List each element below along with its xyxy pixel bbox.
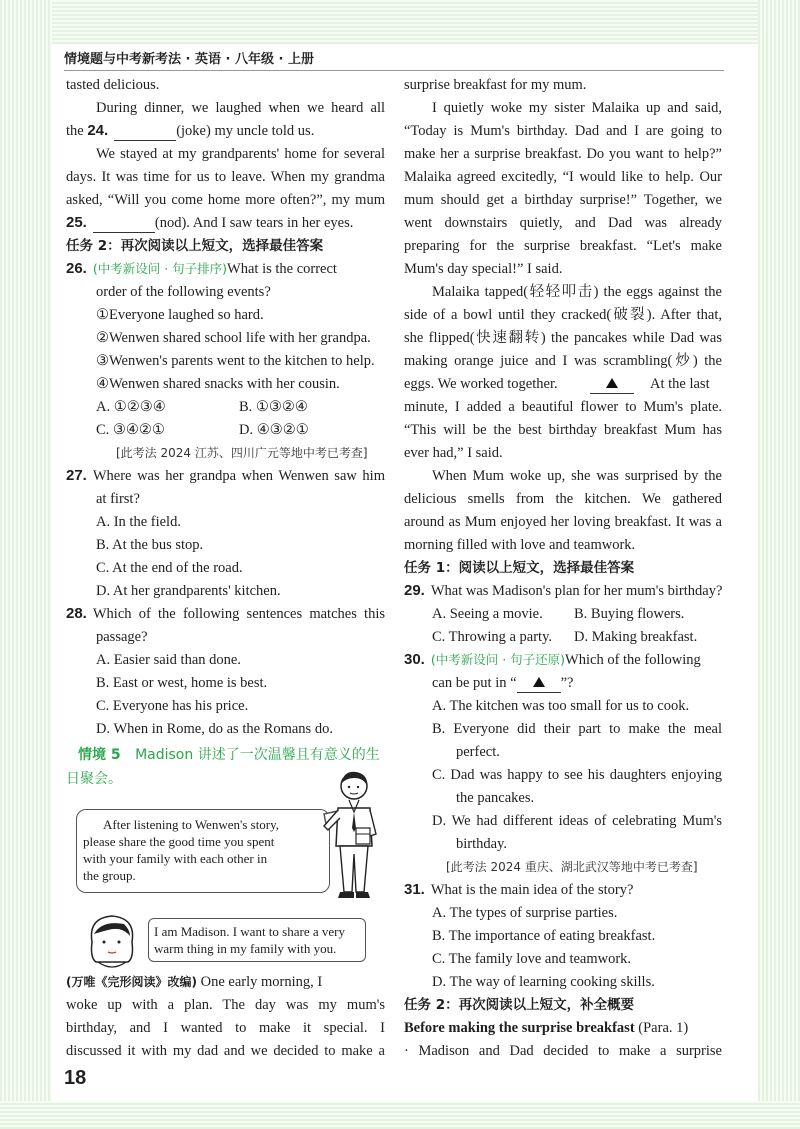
decorative-band-left (0, 0, 52, 1129)
passage-line: Mum's day special!” I said. (404, 261, 563, 277)
passage-line: Malaika agreed excitedly, “I would like to help. Our (404, 169, 722, 185)
speech-bubble-teacher: After listening to Wenwen's story, please share the good time you spent with your family with each other in the group. (76, 809, 330, 893)
exam-note: [此考法 2024 江苏、四川广元等地中考已考查] (116, 446, 368, 460)
passage-line: (万唯《完形阅读》改编) One early morning, I (66, 974, 323, 990)
question-type-tag: (中考新设问 · 句子还原) (430, 652, 566, 667)
question-25: 25. (nod). And I saw tears in her eyes. (66, 214, 354, 231)
option-d[interactable]: D. We had different ideas of celebrating Mum's (432, 813, 722, 829)
question-text: at first? (96, 491, 140, 507)
speech-bubble-madison: I am Madison. I want to share a very warm thing in my family with you. (148, 918, 366, 962)
option-a[interactable]: A. The kitchen was too small for us to cook. (432, 698, 690, 714)
event-item: ①Everyone laughed so hard. (96, 307, 264, 323)
question-27: 27. Where was her grandpa when Wenwen saw him (66, 467, 385, 484)
passage-line: making orange juice and I was scrambling(炒) the (404, 353, 722, 369)
passage-line: she flipped(快速翻转) the pancakes while Dad was (404, 330, 722, 346)
decorative-band-top (0, 0, 800, 44)
option-d[interactable]: D. ④③②① (239, 422, 309, 438)
question-type-tag: (中考新设问 · 句子排序) (92, 261, 228, 276)
question-24: the 24. (joke) my uncle told us. (66, 122, 315, 139)
text-line: days. It was time for us to leave. When my grandma (66, 169, 385, 185)
option-b[interactable]: B. Everyone did their part to make the meal (432, 721, 722, 737)
running-header: 情境题与中考新考法 · 英语 · 八年级 · 上册 (64, 52, 314, 67)
event-item: ②Wenwen shared school life with her grandpa. (96, 330, 371, 346)
passage-line: minute, I added a beautiful flower to Mum's plate. (404, 399, 722, 415)
passage-line: eggs. We worked together. (404, 376, 558, 392)
passage-line: At the last (650, 376, 710, 392)
option-a[interactable]: A. Easier said than done. (96, 652, 241, 668)
madison-avatar-icon (84, 912, 140, 972)
option-c[interactable]: C. Throwing a party. (432, 629, 553, 645)
question-26: 26. (中考新设问 · 句子排序)What is the correct (66, 260, 337, 277)
question-30: 30. (中考新设问 · 句子还原)Which of the following (404, 651, 701, 668)
passage-line: surprise breakfast for my mum. (404, 77, 587, 93)
option-d-continued: birthday. (456, 836, 508, 852)
source-note: (万唯《完形阅读》改编) (66, 975, 197, 989)
passage-line: Malaika tapped(轻轻叩击) the eggs against the (432, 284, 722, 300)
passage-line: went downstairs quietly, and Dad was already (404, 215, 722, 231)
page-number: 18 (64, 1067, 87, 1089)
option-a[interactable]: A. In the field. (96, 514, 181, 530)
question-29: 29. What was Madison's plan for her mum's birthday? (404, 582, 723, 599)
passage-line: morning filled with love and teamwork. (404, 537, 636, 553)
option-b[interactable]: B. Buying flowers. (574, 606, 685, 622)
scene-heading: 情境 5 Madison 讲述了一次温馨且有意义的生 (78, 747, 380, 763)
text-line: During dinner, we laughed when we heard all (96, 100, 385, 116)
question-28: 28. Which of the following sentences matches this (66, 605, 385, 622)
text-line: We stayed at my grandparents' home for several (96, 146, 385, 162)
option-c[interactable]: C. ③④②① (96, 422, 165, 438)
passage-line: mum should get a birthday surprise!” Together, we (404, 192, 722, 208)
answer-blank-30-marker[interactable] (590, 375, 634, 394)
answer-blank-24[interactable] (114, 122, 176, 141)
passage-line: make her a surprise breakfast. Do you want to help?” (404, 146, 722, 162)
question-text: order of the following events? (96, 284, 271, 300)
passage-line: side of a bowl until they cracked(破裂). After that, (404, 307, 722, 323)
option-a[interactable]: A. Seeing a movie. (432, 606, 543, 622)
option-d[interactable]: D. Making breakfast. (574, 629, 698, 645)
option-b[interactable]: B. At the bus stop. (96, 537, 204, 553)
passage-line: “Today is Mum's birthday. Dad and I are going to (404, 123, 722, 139)
option-c[interactable]: C. Everyone has his price. (96, 698, 249, 714)
summary-bullet: · Madison and Dad decided to make a surprise (404, 1043, 722, 1059)
text-line: tasted delicious. (66, 77, 160, 93)
passage-line: around as Mum enjoyed her loving breakfast. It was a (404, 514, 722, 530)
option-d[interactable]: D. When in Rome, do as the Romans do. (96, 721, 333, 737)
task-1-heading: 任务 1：阅读以上短文，选择最佳答案 (404, 560, 635, 576)
option-c[interactable]: C. At the end of the road. (96, 560, 243, 576)
question-text: passage? (96, 629, 148, 645)
option-d[interactable]: D. The way of learning cooking skills. (432, 974, 655, 990)
scene-text: 日聚会。 (66, 771, 122, 787)
passage-line: discussed it with my dad and we decided to make a (66, 1043, 385, 1059)
option-b[interactable]: B. East or west, home is best. (96, 675, 268, 691)
passage-line: woke up with a plan. The day was my mum's (66, 997, 385, 1013)
triangle-marker-icon (606, 378, 618, 388)
task-2-heading: 任务 2：再次阅读以上短文，补全概要 (404, 997, 635, 1013)
event-item: ③Wenwen's parents went to the kitchen to help. (96, 353, 375, 369)
question-31: 31. What is the main idea of the story? (404, 881, 634, 898)
decorative-band-right (758, 0, 800, 1129)
option-b-continued: perfect. (456, 744, 500, 760)
header-divider (64, 70, 724, 71)
option-d[interactable]: D. At her grandparents' kitchen. (96, 583, 281, 599)
passage-line: When Mum woke up, she was surprised by the (432, 468, 722, 484)
task-2-heading: 任务 2：再次阅读以上短文，选择最佳答案 (66, 238, 324, 254)
option-c-continued: the pancakes. (456, 790, 535, 806)
answer-blank-25[interactable] (93, 214, 155, 233)
option-a[interactable]: A. The types of surprise parties. (432, 905, 618, 921)
passage-line: ever had,” I said. (404, 445, 503, 461)
passage-line: delicious smells from the kitchen. We gathered (404, 491, 722, 507)
option-a[interactable]: A. ①②③④ (96, 399, 166, 415)
triangle-marker-icon (517, 674, 561, 693)
summary-heading: Before making the surprise breakfast (Para. 1) (404, 1020, 689, 1036)
decorative-band-bottom (0, 1101, 800, 1129)
option-c[interactable]: C. The family love and teamwork. (432, 951, 632, 967)
option-b[interactable]: B. The importance of eating breakfast. (432, 928, 656, 944)
event-item: ④Wenwen shared snacks with her cousin. (96, 376, 340, 392)
option-c[interactable]: C. Dad was happy to see his daughters enjoying (432, 767, 722, 783)
exam-note: [此考法 2024 重庆、湖北武汉等地中考已考查] (446, 860, 698, 874)
option-b[interactable]: B. ①③②④ (239, 399, 308, 415)
passage-line: “This will be the best birthday breakfast Mum has (404, 422, 722, 438)
passage-line: preparing for the surprise breakfast. “Let's make (404, 238, 722, 254)
teacher-illustration-icon (320, 768, 386, 900)
passage-line: birthday, and I wanted to make it special. I (66, 1020, 385, 1036)
question-text: can be put in “ ”? (432, 675, 574, 691)
passage-line: I quietly woke my sister Malaika up and said, (432, 100, 722, 116)
scene-label: 情境 5 (78, 747, 121, 763)
text-line: asked, “Will you come home more often?”, my mum (66, 192, 385, 208)
